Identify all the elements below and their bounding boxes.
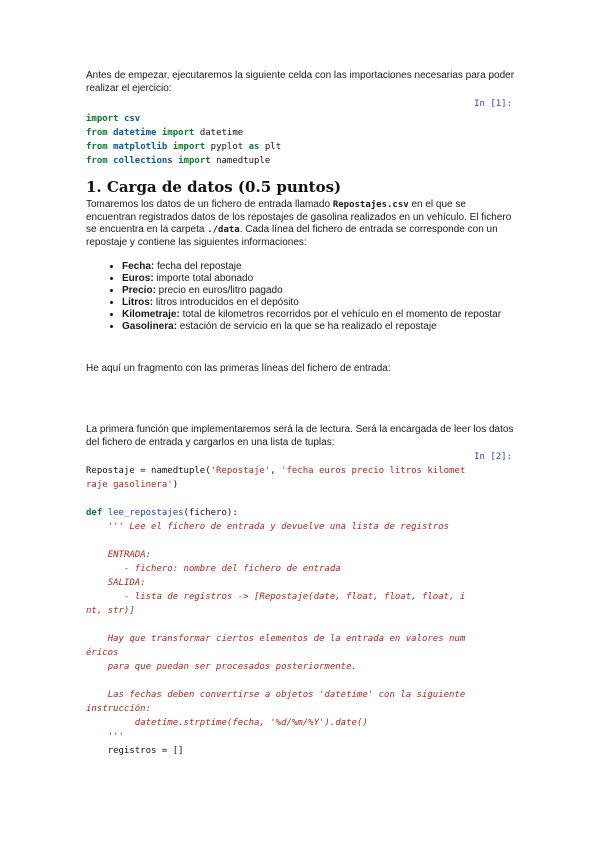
field-item-euros: • Euros: importe total abonado [122,273,542,285]
cell-1-prompt: In [1]: [474,99,512,109]
code-token [86,522,108,532]
code-line [86,506,516,520]
code-token [86,578,108,588]
code-token: datetime [113,128,157,138]
code-token: instrucción: [86,704,152,714]
code-token: import [161,128,195,138]
code-token: Repostaje = namedtuple( [86,466,211,476]
field-item-kilometraje: • Kilometraje: total de kilometros recorridos por el vehículo en el momento de repostar [122,309,542,321]
code-token: import [86,114,119,124]
code-token [86,634,108,644]
code-line [86,520,516,534]
code-line [86,576,516,590]
code-token: éricos [86,648,119,658]
code-line [86,534,516,548]
code-line [86,702,516,716]
field-item-precio: • Precio: precio en euros/litro pagado [122,285,542,297]
code-line [86,660,516,674]
code-token: - lista de registros -> [Repostaje(date, float, float, float, i [123,592,466,602]
code-token: collections [113,156,173,166]
code-token: ) [172,480,179,490]
code-token: def [86,508,103,518]
code-line [86,464,516,478]
code-line [86,604,516,618]
code-token: as [248,142,260,152]
code-line [86,618,516,632]
code-token: Hay que transformar ciertos elementos de la entrada en valores num [107,634,466,644]
code-token: namedtuple [210,156,271,166]
code-token: from [86,156,108,166]
field-item-fecha: • Fecha: fecha del repostaje [122,261,542,273]
code-line [86,140,516,154]
field-item-litros: • Litros: litros introducidos en el depósito [122,297,542,309]
file-name: Repostajes.csv [332,200,409,210]
code-token: ''' Lee el fichero de entrada y devuelve una lista de registros [107,522,450,532]
section-description: Tomaremos los datos de un fichero de entrada llamado Repostajes.csv en el que se encuentran registrados datos de los repostajes de gasolina realizados en un vehículo. El fichero se encuentra en la carpeta ./data. Cada línea del fichero de entrada se corresponde con un repostaje y contiene las siguientes informaciones: [86,199,512,248]
code-token [86,550,108,560]
code-token: SALIDA: [107,578,146,588]
code-token: matplotlib [113,142,168,152]
code-line [86,478,516,492]
code-token [86,662,108,672]
code-token: from [86,142,108,152]
code-line [86,632,516,646]
code-line [86,688,516,702]
code-line [86,492,516,506]
code-token [86,718,135,728]
code-line [86,730,516,744]
code-token [86,592,124,602]
code-token: registros = [] [86,746,184,756]
code-token: 'Repostaje' [210,466,271,476]
code-token: ENTRADA: [107,550,152,560]
code-token: lee_repostajes [107,508,184,518]
code-token: pyplot [205,142,249,152]
field-item-gasolinera: • Gasolinera: estación de servicio en la que se ha realizado el repostaje [122,321,542,333]
cell-2-code[interactable] [86,464,516,758]
code-token: datetime [194,128,244,138]
code-line [86,562,516,576]
code-token [86,732,108,742]
code-token: import [172,142,206,152]
code-line [86,674,516,688]
code-token: - fichero: nombre del fichero de entrada [123,564,341,574]
code-token: nt, str)] [86,606,135,616]
code-token: plt [259,142,282,152]
code-line [86,716,516,730]
code-token: import [178,156,211,166]
folder-name: ./data [207,225,240,235]
section-title: 1. Carga de datos (0.5 puntos) [86,178,342,196]
cell-2-prompt: In [2]: [474,452,512,462]
fragment-intro: He aquí un fragmento con las primeras líneas del fichero de entrada: [86,363,391,374]
code-token: Las fechas deben convertirse a objetos 'datetime' con la siguiente [107,690,466,700]
code-token: para que puedan ser procesados posteriormente. [107,662,357,672]
code-token: (fichero): [183,508,238,518]
code-line [86,112,516,126]
code-token: from [86,128,108,138]
code-token: raje gasolinera' [86,480,173,490]
code-line [86,590,516,604]
code-line [86,126,516,140]
reader-intro: La primera función que implementaremos será la de lectura. Será la encargada de leer los datos del fichero de entrada y cargarlos en una lista de tuplas: [86,424,514,448]
code-line [86,154,516,168]
code-token: datetime.strptime(fecha, '%d/%m/%Y').date() [134,718,368,728]
intro-paragraph: Antes de empezar, ejecutaremos la siguiente celda con las importaciones necesarias para poder realizar el ejercicio: [86,70,515,94]
code-token [86,690,108,700]
code-line [86,548,516,562]
code-line [86,646,516,660]
code-token: ''' [107,732,124,742]
code-token: 'fecha euros precio litros kilomet [281,466,466,476]
code-token: csv [123,114,141,124]
code-token [86,564,124,574]
code-token: , [270,466,282,476]
cell-1-code[interactable] [86,112,516,168]
code-line [86,744,516,758]
fields-list [86,261,542,333]
